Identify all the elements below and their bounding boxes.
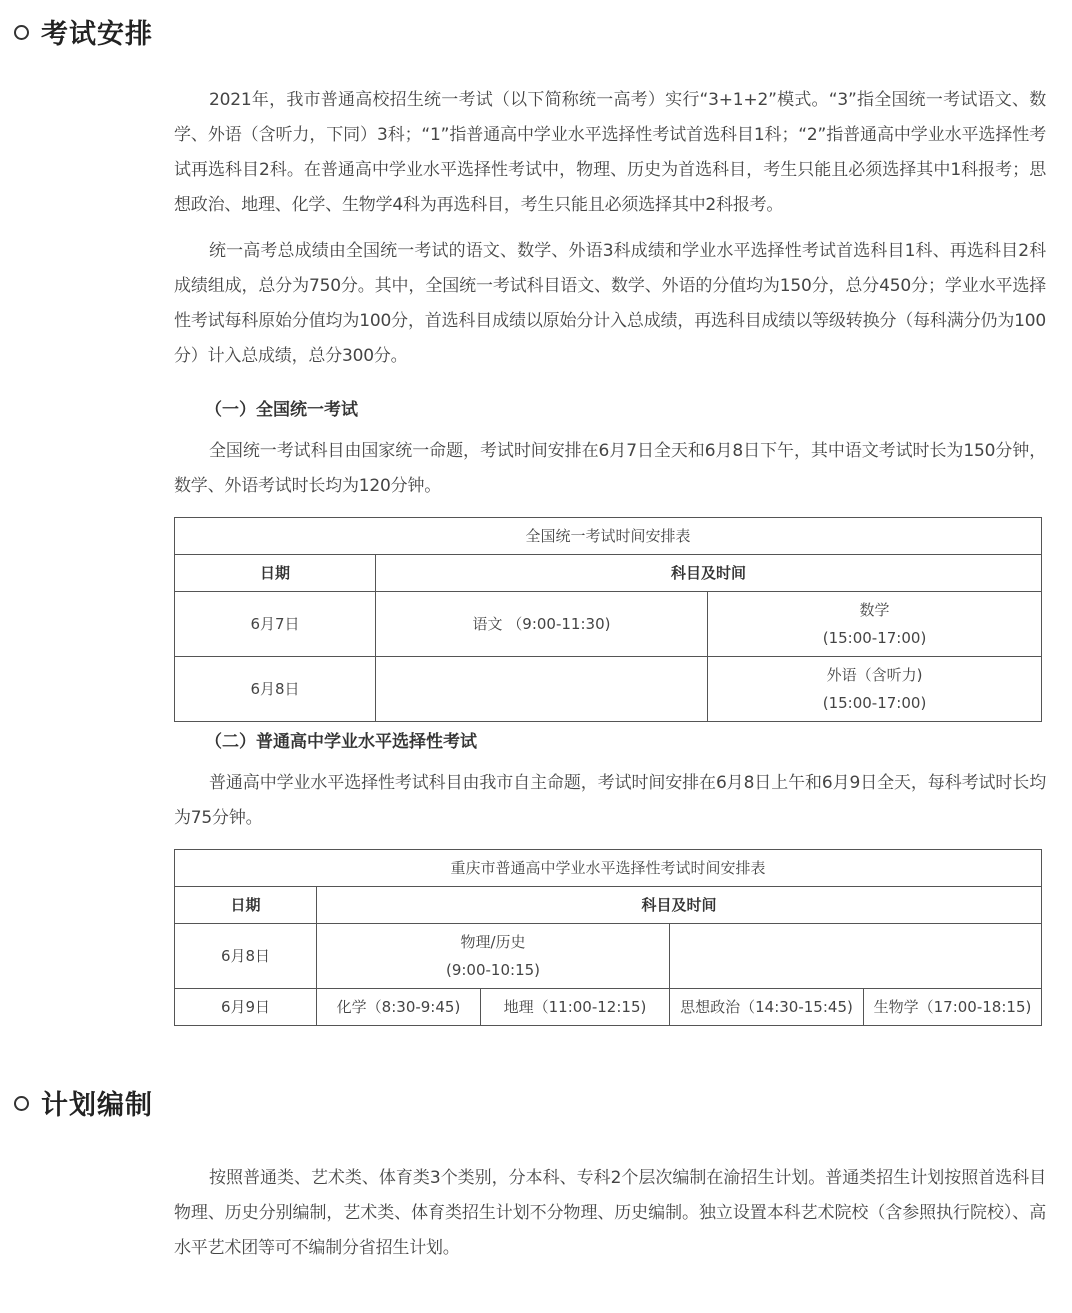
selective-exam-schedule-table [174, 849, 1042, 1026]
circle-bullet-icon [14, 1096, 29, 1111]
section-title: 计划编制 [41, 1090, 153, 1121]
plan-paragraph: 按照普通类、艺术类、体育类3个类别，分本科、专科2个层次编制在渝招生计划。普通类招生计划按照首选科目物理、历史分别编制，艺术类、体育类招生计划不分物理、历史编制。独立设置本科艺术院校（含参照执行院校）、高水平艺术团等可不编制分省招生计划。 [174, 1168, 1046, 1258]
subject-cell: 语文 （9:00-11:30) [376, 592, 708, 657]
column-header-subjects: 科目及时间 [376, 555, 1042, 592]
circle-bullet-icon [14, 25, 29, 40]
subject-name: 物理/历史 [460, 933, 526, 951]
table-row [175, 989, 1042, 1026]
date-cell: 6月7日 [175, 592, 376, 657]
column-header-date: 日期 [175, 887, 317, 924]
column-header-date: 日期 [175, 555, 376, 592]
empty-cell [376, 657, 708, 722]
national-exam-paragraph: 全国统一考试科目由国家统一命题，考试时间安排在6月7日全天和6月8日下午，其中语文考试时长为150分钟，数学、外语考试时长均为120分钟。 [174, 441, 1046, 496]
subject-cell [317, 924, 670, 989]
table-row [175, 924, 1042, 989]
table-row [175, 657, 1042, 722]
subject-name: 数学 [859, 601, 890, 619]
subject-cell: 生物学（17:00-18:15) [864, 989, 1042, 1026]
intro-paragraph: 2021年，我市普通高校招生统一考试（以下简称统一高考）实行“3+1+2”模式。“3”指全国统一考试语文、数学、外语（含听力，下同）3科；“1”指普通高中学业水平选择性考试首选科目1科；“2”指普通高中学业水平选择性考试再选科目2科。在普通高中学业水平选择性考试中，物理、历史为首选科目，考生只能且必须选择其中1科报考；思想政治、地理、化学、生物学4科为再选科目，考生只能且必须选择其中2科报考。 [174, 90, 1046, 215]
subject-cell: 地理（11:00-12:15) [481, 989, 670, 1026]
subheading-selective-exam: （二）普通高中学业水平选择性考试 [205, 732, 477, 752]
subject-cell [708, 592, 1042, 657]
subject-time: (9:00-10:15) [445, 961, 541, 979]
selective-exam-paragraph: 普通高中学业水平选择性考试科目由我市自主命题，考试时间安排在6月8日上午和6月9日全天，每科考试时长均为75分钟。 [174, 773, 1046, 828]
column-header-subjects: 科目及时间 [317, 887, 1042, 924]
subject-time: (15:00-17:00) [822, 629, 927, 647]
empty-cell [670, 924, 1042, 989]
table-row [175, 592, 1042, 657]
section-heading-plan [14, 1083, 153, 1122]
section-title: 考试安排 [41, 19, 153, 50]
subject-time: (15:00-17:00) [822, 694, 927, 712]
subject-cell [708, 657, 1042, 722]
national-exam-schedule-table [174, 517, 1042, 722]
subject-cell: 思想政治（14:30-15:45) [670, 989, 864, 1026]
subject-cell: 化学（8:30-9:45) [317, 989, 481, 1026]
subject-name: 外语（含听力) [826, 666, 923, 684]
date-cell: 6月9日 [175, 989, 317, 1026]
table-caption: 重庆市普通高中学业水平选择性考试时间安排表 [175, 850, 1042, 887]
date-cell: 6月8日 [175, 657, 376, 722]
subheading-national-exam: （一）全国统一考试 [205, 400, 358, 420]
date-cell: 6月8日 [175, 924, 317, 989]
section-heading-exam [14, 12, 153, 51]
score-paragraph: 统一高考总成绩由全国统一考试的语文、数学、外语3科成绩和学业水平选择性考试首选科目1科、再选科目2科成绩组成，总分为750分。其中，全国统一考试科目语文、数学、外语的分值均为150分，总分450分；学业水平选择性考试每科原始分值均为100分，首选科目成绩以原始分计入总成绩，再选科目成绩以等级转换分（每科满分仍为100分）计入总成绩，总分300分。 [174, 241, 1046, 366]
table-caption: 全国统一考试时间安排表 [175, 518, 1042, 555]
